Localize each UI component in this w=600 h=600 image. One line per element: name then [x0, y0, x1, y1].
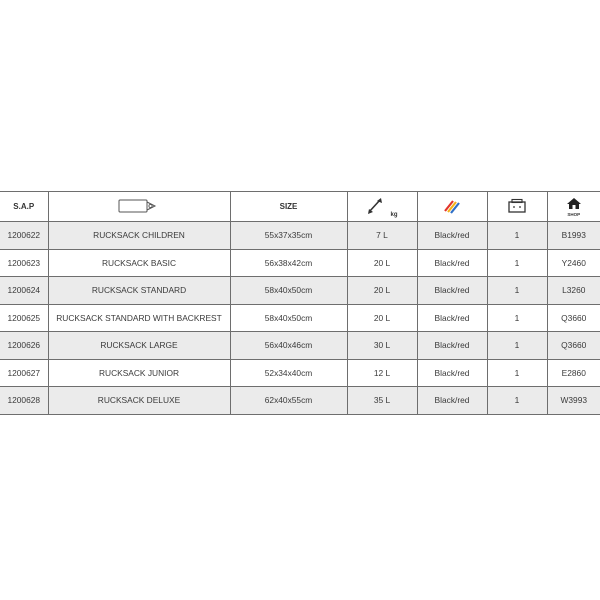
cell-code: W3993	[547, 387, 600, 415]
header-shop	[547, 192, 600, 222]
tag-icon	[118, 199, 160, 215]
cell-capacity: 20 L	[347, 249, 417, 277]
cell-size: 55x37x35cm	[230, 222, 347, 250]
product-table-container	[0, 191, 600, 415]
cell-pack: 1	[487, 359, 547, 387]
cell-size: 58x40x50cm	[230, 277, 347, 305]
cell-pack: 1	[487, 332, 547, 360]
cell-name: RUCKSACK DELUXE	[48, 387, 230, 415]
cell-sap: 1200626	[0, 332, 48, 360]
cell-sap: 1200625	[0, 304, 48, 332]
cell-name: RUCKSACK CHILDREN	[48, 222, 230, 250]
cell-color: Black/red	[417, 304, 487, 332]
cell-color: Black/red	[417, 249, 487, 277]
capacity-unit-label: kg	[390, 211, 398, 218]
cell-pack: 1	[487, 387, 547, 415]
color-palette-icon	[442, 198, 462, 216]
cell-code: L3260	[547, 277, 600, 305]
cell-code: E2860	[547, 359, 600, 387]
cell-color: Black/red	[417, 277, 487, 305]
product-table	[0, 191, 600, 415]
cell-pack: 1	[487, 222, 547, 250]
cell-pack: 1	[487, 304, 547, 332]
table-row	[0, 277, 600, 305]
cell-sap: 1200627	[0, 359, 48, 387]
cell-pack: 1	[487, 249, 547, 277]
cell-capacity: 20 L	[347, 277, 417, 305]
cell-size: 52x34x40cm	[230, 359, 347, 387]
header-capacity	[347, 192, 417, 222]
table-row	[0, 222, 600, 250]
cell-capacity: 35 L	[347, 387, 417, 415]
cell-sap: 1200622	[0, 222, 48, 250]
cell-capacity: 7 L	[347, 222, 417, 250]
header-name	[48, 192, 230, 222]
cell-color: Black/red	[417, 332, 487, 360]
cell-code: B1993	[547, 222, 600, 250]
header-size: SIZE	[230, 192, 347, 222]
cell-name: RUCKSACK STANDARD WITH BACKREST	[48, 304, 230, 332]
cell-name: RUCKSACK LARGE	[48, 332, 230, 360]
house-icon	[566, 197, 582, 212]
package-box-icon	[507, 198, 527, 216]
cell-code: Y2460	[547, 249, 600, 277]
cell-capacity: 20 L	[347, 304, 417, 332]
cell-size: 56x40x46cm	[230, 332, 347, 360]
cell-capacity: 12 L	[347, 359, 417, 387]
header-color	[417, 192, 487, 222]
cell-color: Black/red	[417, 387, 487, 415]
cell-size: 58x40x50cm	[230, 304, 347, 332]
header-pack	[487, 192, 547, 222]
cell-sap: 1200628	[0, 387, 48, 415]
cell-name: RUCKSACK JUNIOR	[48, 359, 230, 387]
table-row	[0, 304, 600, 332]
cell-code: Q3660	[547, 332, 600, 360]
header-sap: S.A.P	[0, 192, 48, 222]
resize-arrow-icon	[366, 196, 390, 218]
cell-name: RUCKSACK STANDARD	[48, 277, 230, 305]
table-body	[0, 222, 600, 415]
cell-color: Black/red	[417, 359, 487, 387]
cell-size: 62x40x55cm	[230, 387, 347, 415]
cell-color: Black/red	[417, 222, 487, 250]
table-row	[0, 332, 600, 360]
table-row	[0, 359, 600, 387]
cell-capacity: 30 L	[347, 332, 417, 360]
table-row	[0, 249, 600, 277]
cell-name: RUCKSACK BASIC	[48, 249, 230, 277]
cell-code: Q3660	[547, 304, 600, 332]
cell-sap: 1200623	[0, 249, 48, 277]
cell-pack: 1	[487, 277, 547, 305]
cell-size: 56x38x42cm	[230, 249, 347, 277]
table-header-row	[0, 192, 600, 222]
cell-sap: 1200624	[0, 277, 48, 305]
shop-label: SHOP	[567, 211, 581, 217]
table-row	[0, 387, 600, 415]
